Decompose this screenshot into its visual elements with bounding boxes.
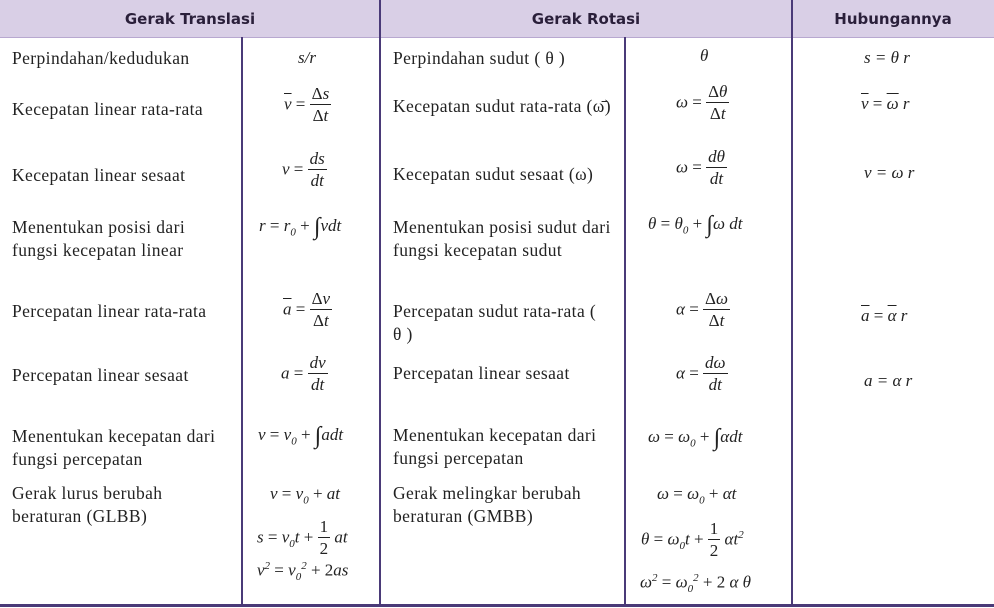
trans-label-row-7: Menentukan kecepatan dari fungsi percepatan [12, 426, 216, 469]
formula-trans-inst-accel: a = $\frac{dv}{dt}$ [281, 353, 326, 394]
table-bottom-border [0, 604, 994, 607]
column-divider-2 [379, 0, 381, 604]
trans-label-row-3: Kecepatan linear sesaat [12, 165, 186, 185]
rot-label-row-1: Perpindahan sudut ( θ ) [393, 48, 566, 68]
formula-gmbb-angle: $\theta = \omega_0t$ + $\frac{1}{2}$ $\alpha t^2$ [641, 519, 744, 560]
rot-label-row-8: Gerak melingkar berubah beraturan (GMBB) [393, 483, 582, 526]
formula-rot-displacement: θ [700, 46, 709, 65]
formula-rel-inst-accel: a = α r [864, 371, 913, 390]
trans-label-row-5: Percepatan linear rata-rata [12, 301, 207, 321]
trans-label-row-4: Menentukan posisi dari fungsi kecepatan linear [12, 217, 186, 260]
header-divider [0, 37, 994, 38]
formula-trans-avg-accel: $\overline{a}$ = $\frac{\Delta v}{\Delta t}$ [283, 289, 331, 330]
formula-glbb-velocity-squared: $v^2 = v_0^2 + 2as$ [257, 560, 349, 584]
formula-rot-position: $\theta = \theta_0 + \int\omega$ dt [648, 212, 743, 238]
trans-label-row-1: Perpindahan/kedudukan [12, 48, 190, 68]
trans-label-row-2: Kecepatan linear rata-rata [12, 99, 204, 119]
column-divider-4 [791, 0, 793, 604]
header-hubungan-text: Hubungannya [834, 9, 952, 28]
formula-trans-velocity: $v = v_0 + \int adt$ [258, 423, 344, 449]
rot-label-row-5: Percepatan sudut rata-rata ( θ ) [393, 301, 597, 344]
formula-trans-position: $r = r_0 + \int vdt$ [259, 214, 342, 240]
trans-label-row-8: Gerak lurus berubah beraturan (GLBB) [12, 483, 163, 526]
formula-trans-inst-velocity: v = $\frac{ds}{dt}$ [282, 149, 325, 190]
formula-rel-avg-accel: $\overline{a} = \overline{\alpha}$ r [861, 306, 908, 325]
formula-rot-inst-accel: α = $\frac{d\omega}{dt}$ [676, 353, 726, 394]
formula-glbb-position: $s = v_0t$ + $\frac{1}{2}$ at [257, 517, 348, 558]
formula-gmbb-velocity: $\omega = \omega_0 + \alpha t$ [657, 484, 737, 507]
rot-label-row-2: Kecepatan sudut rata-rata (ω̄) [393, 96, 611, 116]
rot-label-row-6: Percepatan linear sesaat [393, 363, 570, 383]
rot-label-row-4: Menentukan posisi sudut dari fungsi kecepatan sudut [393, 217, 611, 260]
formula-trans-avg-velocity: $\overline{v}$ = $\frac{\Delta s}{\Delta t}$ [284, 84, 330, 125]
formula-trans-displacement: s/r [298, 48, 316, 67]
rot-label-row-3: Kecepatan sudut sesaat (ω) [393, 164, 594, 184]
header-hubungannya [792, 0, 994, 37]
header-gerak-rotasi [380, 0, 792, 37]
formula-gmbb-velocity-squared: $\omega^2 = \omega_0^2 + 2$ α θ [640, 572, 751, 596]
trans-label-row-6: Percepatan linear sesaat [12, 365, 189, 385]
rot-label-row-7: Menentukan kecepatan dari fungsi percepatan [393, 425, 597, 468]
formula-rot-avg-velocity: ω = $\frac{\Delta\theta}{\Delta t}$ [676, 82, 728, 123]
formula-rel-avg-velocity: $\overline{v} = \overline{\omega}$ r [861, 94, 910, 113]
header-translasi-text: Gerak Translasi [124, 9, 256, 28]
formula-rot-avg-accel: α = $\frac{\Delta\omega}{\Delta t}$ [676, 289, 728, 330]
formula-rot-inst-velocity: ω = $\frac{d\theta}{dt}$ [676, 147, 725, 188]
formula-rel-displacement: s = θ r [864, 48, 910, 67]
formula-rel-inst-velocity: v = ω r [864, 163, 915, 182]
formula-rot-velocity: $\omega = \omega_0 + \int\alpha dt$ [648, 425, 743, 451]
column-divider-1 [241, 37, 243, 604]
header-rotasi-text: Gerak Rotasi [531, 9, 641, 28]
header-gerak-translasi [0, 0, 380, 37]
formula-glbb-velocity: $v = v_0$ + at [270, 484, 341, 507]
